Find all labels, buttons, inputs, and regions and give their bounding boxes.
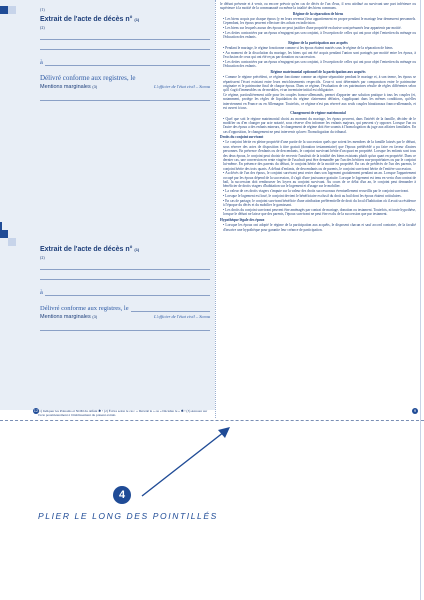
paragraph: • Lorsque les époux ont adopté le régime de la participation aux acquêts, le disposent chacun et sauf accord contraire, de la faculté d'inscrire une hypothèque pour garantie leur créance de participation. — [223, 223, 416, 232]
delivered-fill[interactable] — [131, 311, 210, 312]
paragraph: • La valeur de ces droits viagers s'impute sur la valeur des droits successoraux éventuellement recueillis par le conjoint survivant. — [223, 189, 409, 194]
mentions-row — [40, 84, 210, 90]
title-footnote: (1) — [134, 247, 140, 252]
title-footnote: (1) — [134, 17, 140, 22]
corner-square — [0, 230, 8, 238]
date-fill[interactable] — [40, 279, 210, 280]
corner-square — [0, 222, 2, 230]
delivered-label: Délivré conforme aux registres, le — [40, 305, 129, 312]
section-heading: Droits du conjoint survivant — [220, 135, 264, 140]
delivered-row[interactable] — [40, 305, 210, 312]
name-line[interactable] — [40, 39, 210, 40]
paragraph: • Au décès de l'un des époux, le conjoint survivant peut rester dans son logement gratuitement pendant un an. Lorsque l'appartement occupé par les époux dépend de la succession, il s'agit d'une jouissance gratuite. Lorsque le logement est tenu en vertu d'un contrat de bail, la succession doit rembourser les loyers au conjoint survivant. Au cours de ce délai d'un an, le conjoint peut demander à bénéficier de droits viagers d'habitation sur le logement et d'usage sur le mobilier. — [223, 171, 416, 189]
paragraph: • Les biens acquis par chaque époux (y en leurs revenus) leur appartiennent en propre pendant le mariage leur demeurent personnels. Cependant, les époux peuvent effectuer des achats en indivision. — [223, 17, 416, 26]
section-heading: Hypothèque légale des époux — [220, 217, 265, 222]
paragraph: • Le conjoint hérite en pleine propriété d'une partie de la succession quels que soient les membres de la famille laissés par le défunt, sous réserve des actes de disposition à titre gratuit (donation testamentaire) que l'époux prédécédé a pu faire en faveur d'autres personnes. En présence d'enfants ou de descendants, le conjoint survivant hérite d'un quart en propriété. Lorsque les enfants sont tous des deux époux, le conjoint peut choisir de recevoir l'usufruit de la totalité des biens existants plutôt qu'un quart en propriété. Dans ce dernier cas, une conversion en rente viagère de l'usufruit peut être demandée par l'un des héritiers nus-propriétaires ou par le conjoint lui-même. En présence des parents du défunt, le conjoint hérite de la moitié en propriété. En cas de prédécès de l'un des parents, le conjoint hérite des trois quarts. A défaut d'enfants, de descendants ou de parents, le conjoint survivant hérite de l'entière succession. — [223, 140, 416, 171]
page-number-left: 12 — [33, 408, 39, 413]
section-heading: Changement de régime matrimonial — [290, 111, 346, 116]
form-title-text: Extrait de l'acte de décès n° — [40, 16, 133, 23]
page-edge — [420, 0, 421, 600]
paragraph: le défunt présente et à venir, ou encore prévoir qu'en cas de décès de l'un d'eux, il sera attribué au survivant une part inférieure ou supérieure à la moitié de la communauté ou même la totalité des biens communs. — [220, 2, 416, 11]
corner-square — [0, 6, 8, 14]
place-fill[interactable] — [45, 295, 210, 296]
page-number-right: 9 — [413, 408, 417, 413]
date-fill[interactable] — [40, 49, 210, 50]
date-row[interactable] — [40, 49, 210, 50]
section-heading: Régime matrimonial optionnel de la participation aux acquêts — [270, 69, 366, 74]
form-title-text: Extrait de l'acte de décès n° — [40, 246, 133, 253]
paragraph: • Les dettes contractées par un époux n'engagent pas son conjoint, à l'exception de celles qui ont pour objet l'entretien du ménage ou l'éducation des enfants. — [223, 31, 416, 40]
mentions-footnote: (3) — [92, 314, 98, 319]
fold-dotted-line — [0, 420, 424, 421]
name-line[interactable] — [40, 269, 210, 270]
death-extract-form-copy — [40, 246, 210, 331]
paragraph: • Comme le régime précédent, ce régime fonctionne comme un régime séparatiste pendant le mariage et, à son terme, les époux se répartissent l'écart existant entre leurs enrichissements respectifs. Ceux-ci sont déterminés par comparaison entre le patrimoine originaire et le patrimoine final de chaque époux. Dans ce régime, l'évaluation de ces patrimoines résulte de règles différentes selon qu'il s'agit d'immeubles ou de meubles, et un inventaire initial est obligatoire. — [223, 75, 416, 93]
footnote: (1) Indiquer les Prénoms et NOM du défunt ✱ • (2) Écrire selon le cas : « Décédé le » ou « Décédée le » ✱ • (3) Annoter sur l'acte postérieurement à l'établissement du présent extrait. — [38, 409, 208, 417]
death-extract-form — [40, 16, 210, 101]
section-heading: Régime de la séparation de biens — [292, 11, 344, 16]
delivered-label: Délivré conforme aux registres, le — [40, 74, 136, 82]
form-number-tag: (1) — [40, 7, 45, 12]
mentions-footnote: (3) — [92, 84, 98, 89]
field-tag: (2) — [40, 25, 45, 30]
place-row[interactable] — [40, 289, 210, 296]
paragraph: • Les droits du conjoint survivant peuvent être aménagés par contrat de mariage, donation ou testament. Toutefois, ni toute hypothèse, lorsque le défunt ne laisse que des parents, l'époux survivant ne peut être exclu de la succession que par testament. — [223, 208, 416, 217]
step-number-badge: 4 — [113, 486, 131, 504]
place-label: à — [40, 289, 43, 296]
mentions-label: Mentions marginales — [40, 314, 91, 320]
paragraph: • Les biens sur lesquels aucun des époux ne peut justifier d'une propriété exclusive sont présumés leur appartenir par moitié. — [223, 26, 402, 31]
place-row[interactable] — [40, 59, 210, 66]
place-fill[interactable] — [45, 65, 210, 66]
paragraph: • En cas de partage, le conjoint survivant bénéficie d'une attribution préférentielle de droit du local d'habitation où il avait sa résidence à l'époque du décès et du mobilier le garnissant. — [223, 198, 416, 208]
mentions-line[interactable] — [40, 100, 210, 101]
vertical-fold — [215, 0, 216, 418]
mentions-row — [40, 314, 210, 320]
form-title — [40, 16, 210, 23]
fold-instruction: PLIER LE LONG DES POINTILLÉS — [38, 511, 218, 521]
paragraph: • Pendant le mariage, le régime fonctionne comme si les époux étaient mariés sous le régime de la séparation de biens. — [223, 46, 394, 51]
officer-signature-label: L'officier de l'état civil – Sceau — [153, 84, 210, 89]
form-title — [40, 246, 210, 253]
fold-arrow-icon — [140, 424, 232, 498]
paragraph: Ce régime, particulièrement utile pour les couples franco-allemands, permet d'apporter une solution pratique à tous les couples (et, notamment, protège les règles de liquidation du régime clairement définies, s'appliquant dans les mêmes conditions, qu'elles interviennent en France ou en Allemagne. Toutefois, ce régime n'est pas réservé aux seuls couples binationaux franco-allemands, et est ouvert à tous. — [223, 93, 416, 111]
officer-signature-label: L'officier de l'état civil – Sceau — [153, 314, 210, 319]
paragraph: • Lorsque le logement est loué, le conjoint devient le bénéficiaire exclusif du droit au bail dont les époux étaient cotitulaires. — [223, 194, 402, 199]
legal-text-column — [220, 2, 416, 232]
place-label: à — [40, 59, 43, 66]
paragraph: • Quel que soit le régime matrimonial choisi au moment du mariage, les époux peuvent, dans l'intérêt de la famille, décider de le modifier ou d'en changer par acte notarié, sous réserve d'en informer les enfants majeurs, qui peuvent s'y opposer. Lorsque l'un ou l'autre des époux a des enfants mineurs, le changement de régime doit être soumis à l'homologation du juge aux affaires familiales. En cas d'opposition, le changement ne peut intervenir qu'avec l'homologation du tribunal. — [223, 116, 416, 134]
corner-square — [8, 6, 16, 14]
mentions-label: Mentions marginales — [40, 84, 91, 90]
corner-square — [8, 238, 16, 246]
mentions-line[interactable] — [40, 330, 210, 331]
paragraph: • Au moment de la dissolution du mariage, les biens qui ont été acquis pendant l'union sont partagés par moitié entre les époux, à l'exclusion de ceux qui ont été reçus par donation ou succession. — [223, 50, 416, 60]
paragraph: • Les dettes contractées par un époux n'engagent pas son conjoint, à l'exception de celles qui ont pour objet l'entretien du ménage ou l'éducation des enfants. — [223, 60, 416, 69]
section-heading: Régime de la participation aux acquêts — [288, 40, 348, 45]
date-row[interactable] — [40, 279, 210, 280]
field-tag: (2) — [40, 255, 45, 260]
